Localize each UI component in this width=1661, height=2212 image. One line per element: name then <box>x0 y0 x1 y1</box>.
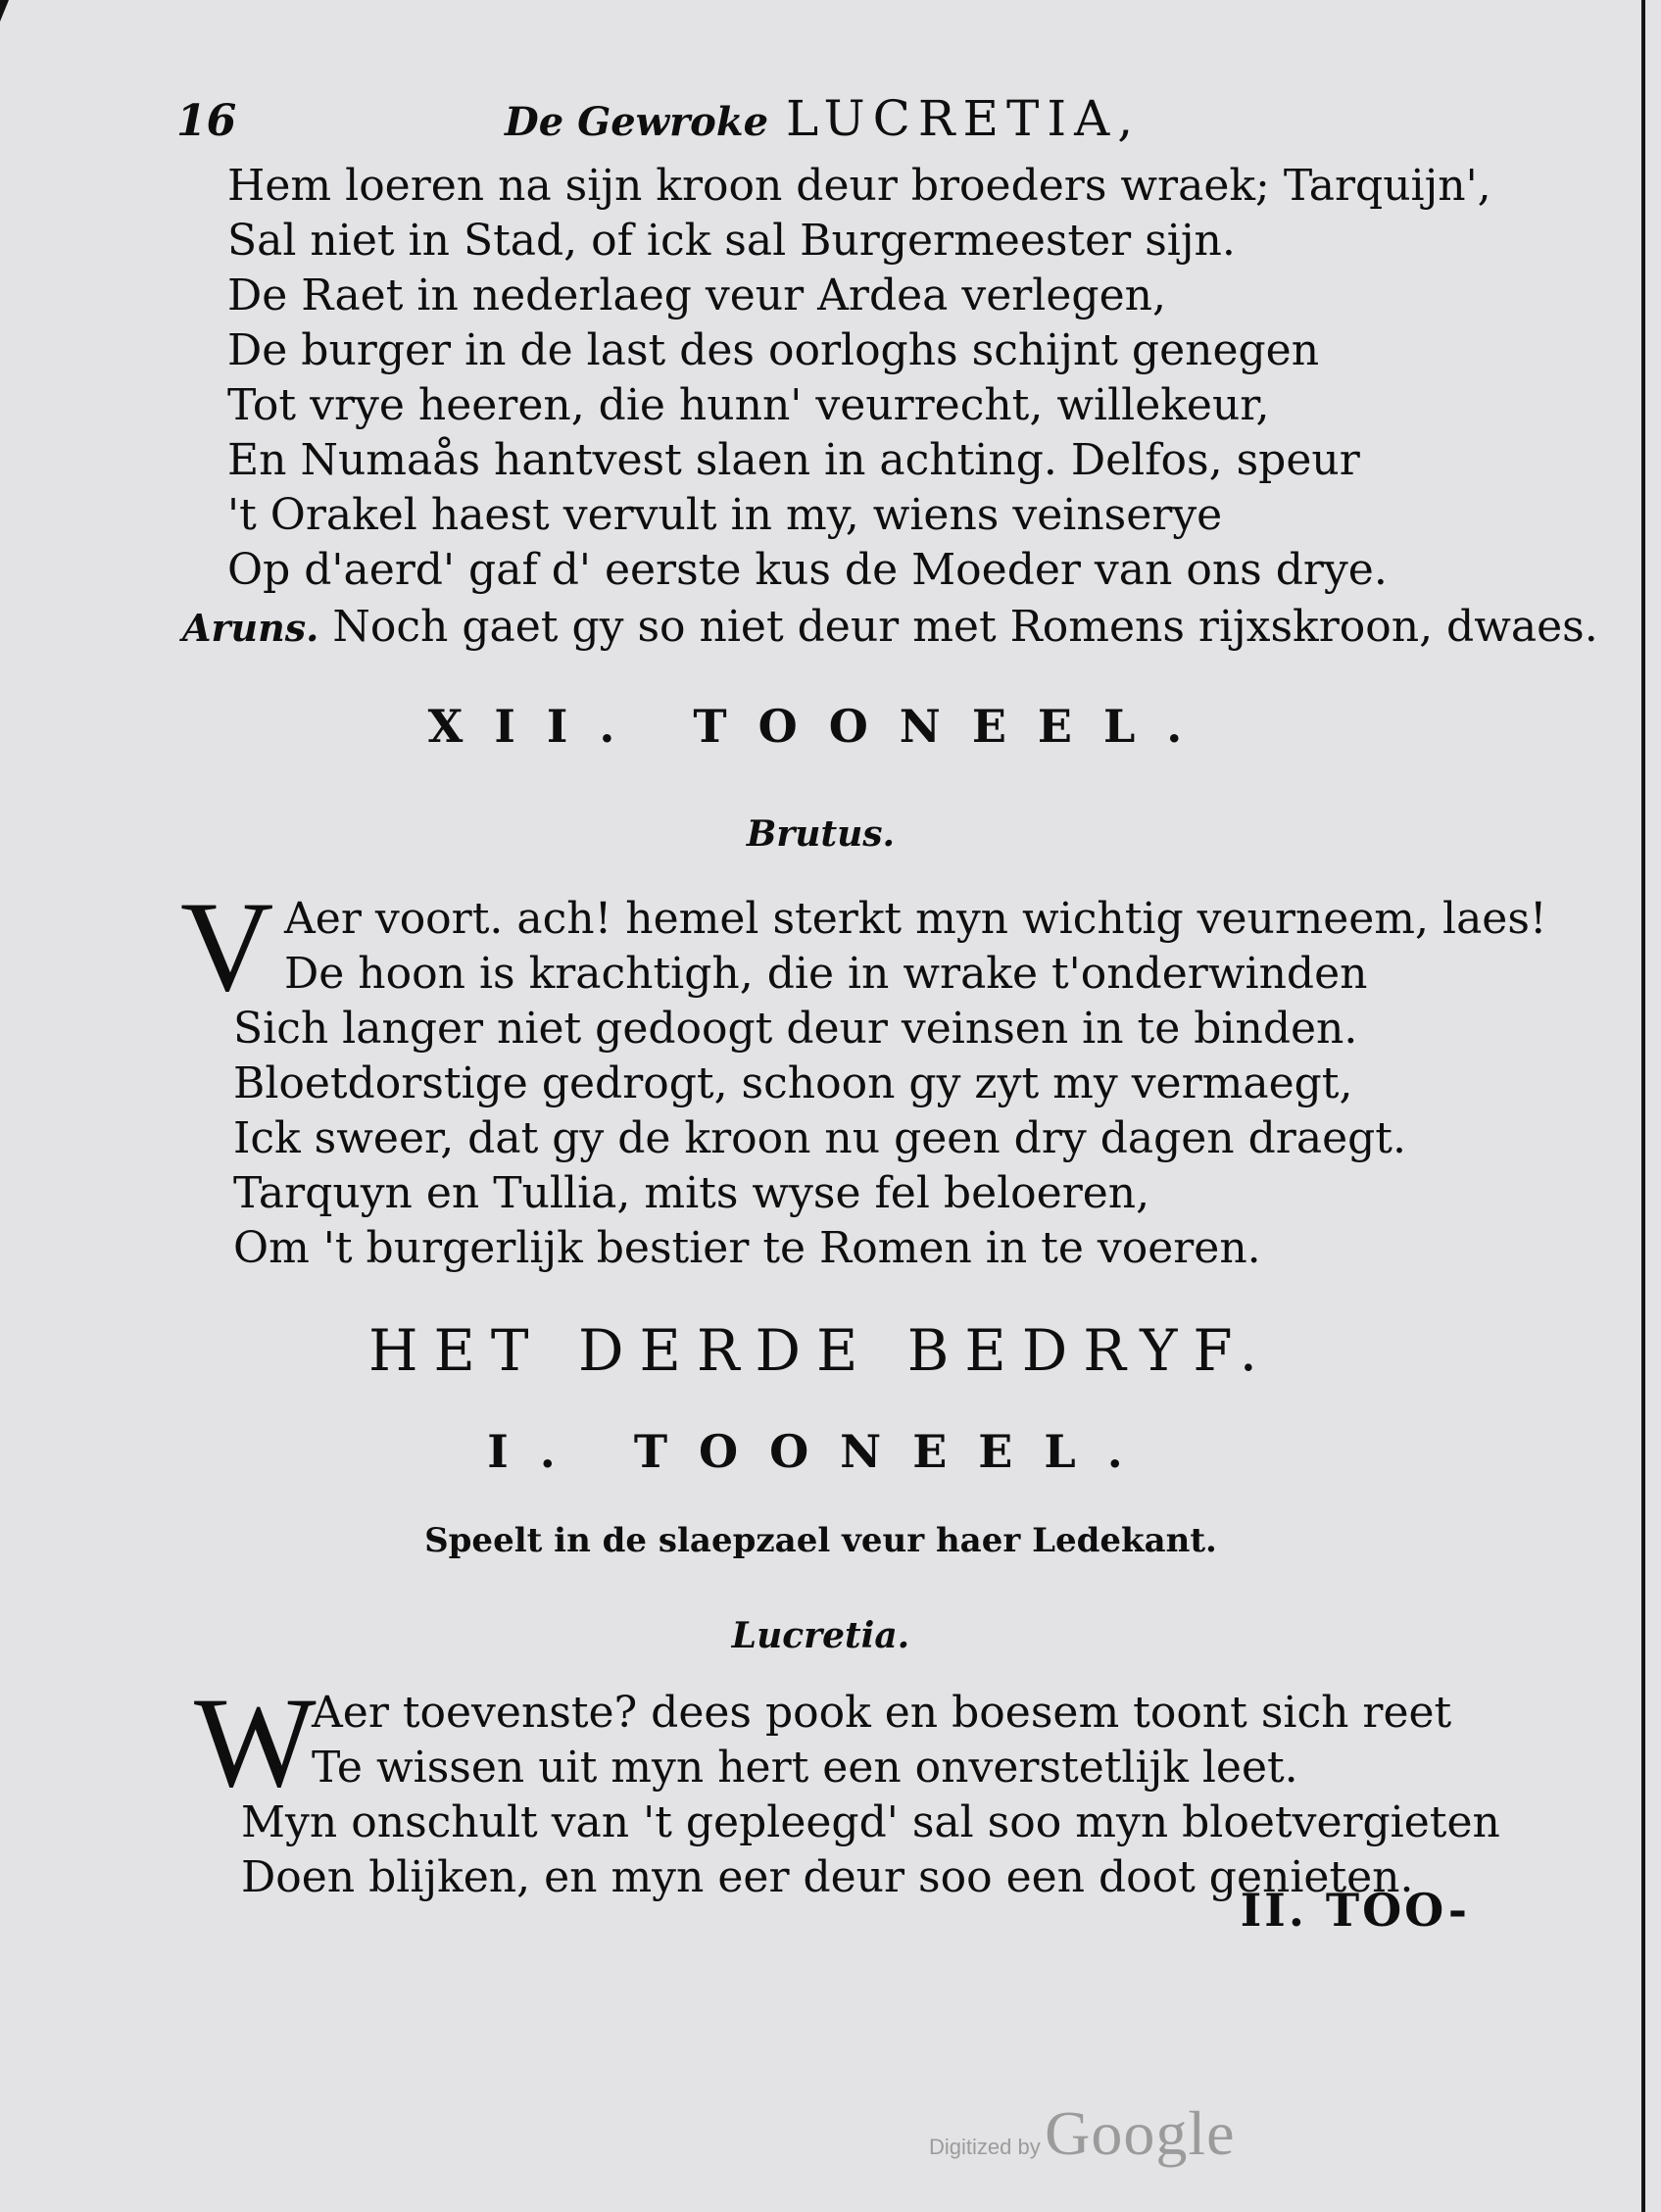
page-number: 16 <box>176 96 237 146</box>
verse-line: Aer toevenste? dees pook en boesem toont sich reet <box>312 1688 1452 1738</box>
stage-direction: Speelt in de slaepzael veur haer Ledekant. <box>424 1521 1217 1560</box>
scene-xii-heading: XII. TOONEEL. <box>427 700 1214 753</box>
page-edge <box>1641 0 1645 2212</box>
act-three-scene-heading: I. TOONEEL. <box>487 1425 1154 1478</box>
speaker-line <box>182 602 1598 654</box>
running-head-title <box>505 90 1141 147</box>
verse-line: De hoon is krachtigh, die in wrake t'onderwinden <box>284 949 1368 999</box>
verse-line: Doen blijken, en myn eer deur soo een doot genieten. <box>241 1852 1414 1902</box>
running-head-italic: De Gewroke <box>505 99 769 145</box>
verse-line: De Raet in nederlaeg veur Ardea verlegen, <box>227 270 1166 320</box>
verse-line: Op d'aerd' gaf d' eerste kus de Moeder van ons drye. <box>227 545 1388 595</box>
running-head <box>176 90 1225 149</box>
speaker-text: Noch gaet gy so niet deur met Romens rijxskroon, dwaes. <box>332 602 1598 652</box>
running-head-caps: LUCRETIA, <box>786 90 1142 147</box>
verse-line: 't Orakel haest vervult in my, wiens veinserye <box>227 490 1223 540</box>
verse-line: Tarquyn en Tullia, mits wyse fel beloeren, <box>233 1168 1150 1218</box>
verse-line: Ick sweer, dat gy de kroon nu geen dry dagen draegt. <box>233 1113 1406 1163</box>
verse-line: Hem loeren na sijn kroon deur broeders wraek; Tarquijn', <box>227 161 1491 211</box>
verse-line: Te wissen uit myn hert een onverstetlijk leet. <box>312 1743 1298 1793</box>
verse-line: Myn onschult van 't gepleegd' sal soo myn bloetvergieten <box>241 1797 1500 1847</box>
verse-line: Tot vrye heeren, die hunn' veurrecht, willekeur, <box>227 380 1270 430</box>
verse-line: En Numaås hantvest slaen in achting. Delfos, speur <box>227 435 1360 485</box>
dropcap-w: W <box>194 1670 317 1814</box>
speaker-name: Aruns. <box>182 606 319 650</box>
digitization-watermark <box>929 2097 1236 2170</box>
persona-lucretia: Lucretia. <box>731 1615 910 1656</box>
verse-line: Aer voort. ach! hemel sterkt myn wichtig veurneem, laes! <box>284 894 1547 944</box>
watermark-prefix: Digitized by <box>929 2135 1041 2159</box>
persona-brutus: Brutus. <box>746 813 896 855</box>
dropcap-v: V <box>180 874 274 1018</box>
verse-line: Sal niet in Stad, of ick sal Burgermeester sijn. <box>227 216 1236 266</box>
catchword: II. TOO- <box>1240 1884 1470 1937</box>
verse-line: Om 't burgerlijk bestier te Romen in te voeren. <box>233 1223 1261 1273</box>
verse-line: De burger in de last des oorloghs schijnt genegen <box>227 325 1320 375</box>
google-logo: Google <box>1045 2098 1236 2168</box>
verse-line: Bloetdorstige gedrogt, schoon gy zyt my vermaegt, <box>233 1058 1353 1108</box>
verse-line: Sich langer niet gedoogt deur veinsen in te binden. <box>233 1004 1358 1054</box>
act-three-heading: HET DERDE BEDRYF. <box>367 1317 1274 1384</box>
